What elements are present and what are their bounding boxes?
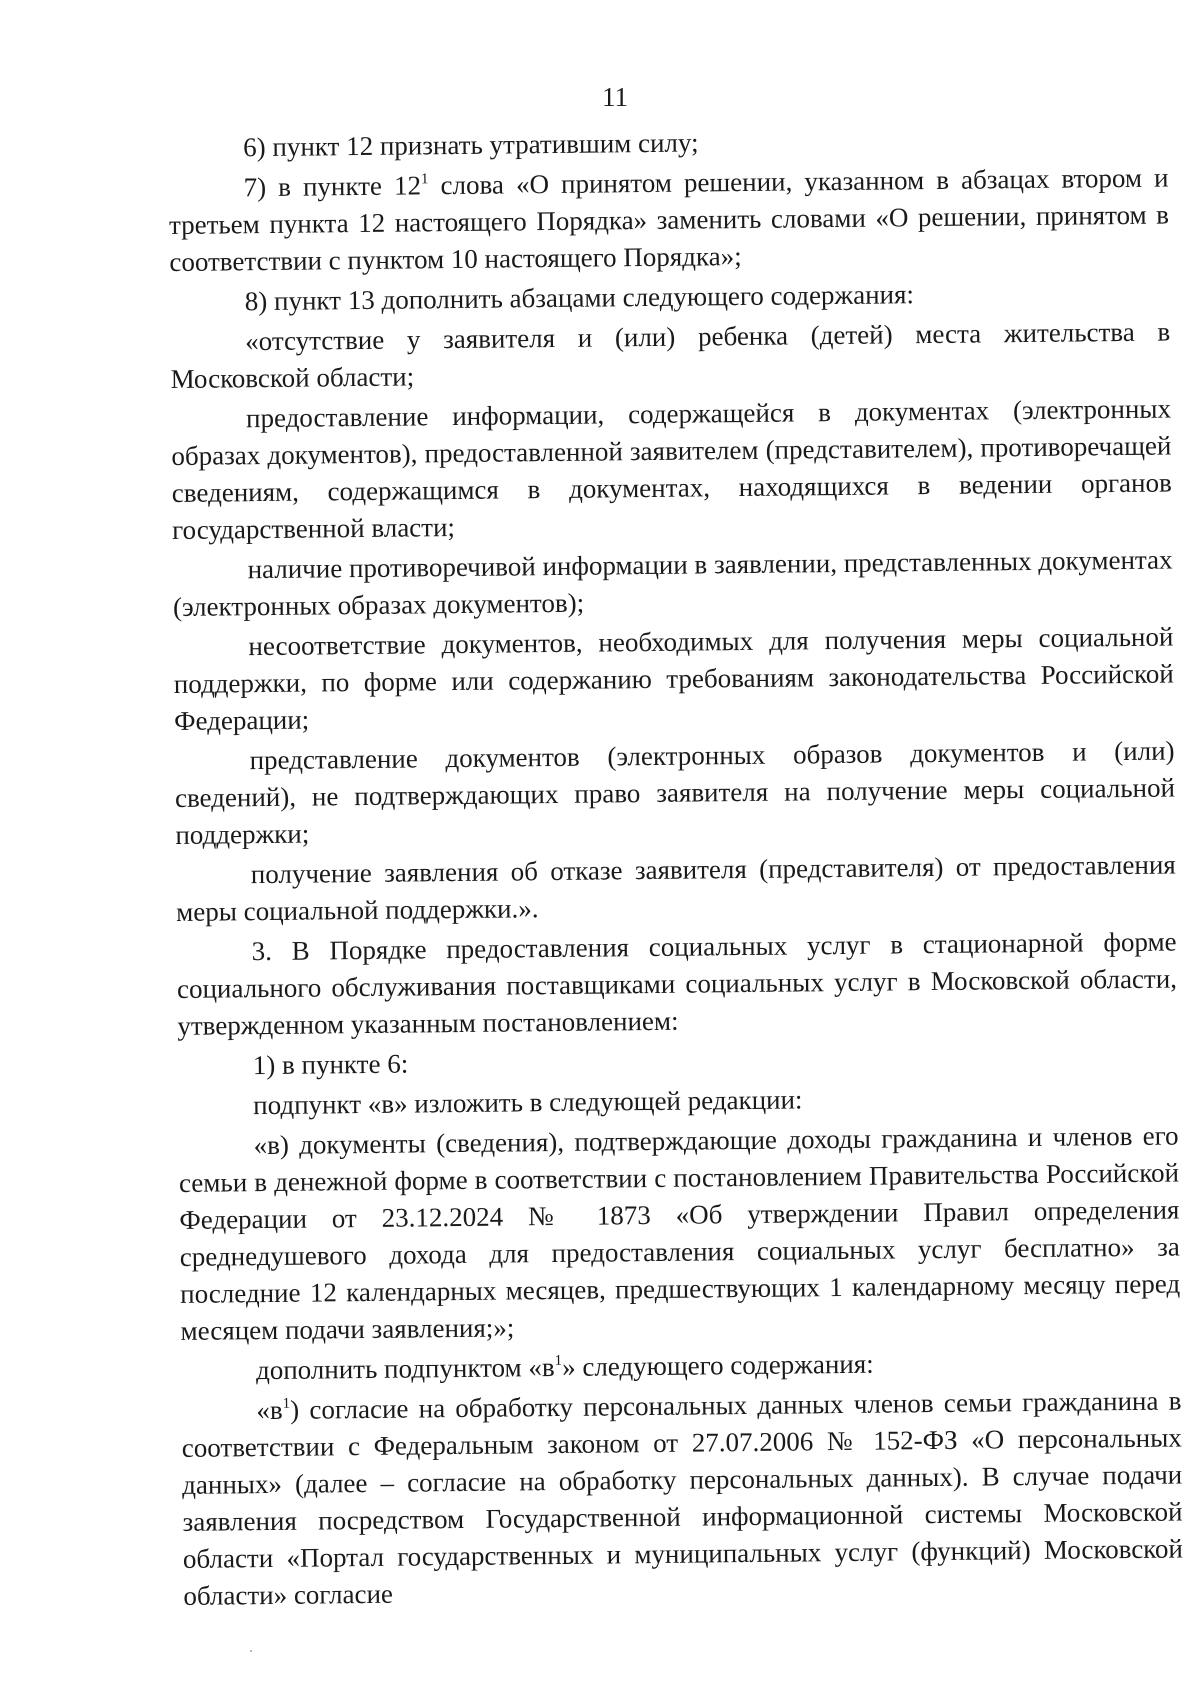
paragraph-item-6: 6) пункт 12 признать утратившим силу; [243,127,699,163]
paragraph-residence: «отсутствие у заявителя и (или) ребенка (детей) места жительства в Московской области; [170,316,1171,394]
page-number: 11 [602,82,628,112]
paragraph-subpoint-v: подпункт «в» изложить в следующей редакции: [253,1084,803,1121]
text-run: слова «О принятом решении, указанном в абзацах втором и третьем пункта 12 настоящего Порядка» заменить словами «О решении, принятом в соответствии с пунктом 10 настоящего Порядка»; [168,162,1170,277]
superscript: 1 [420,171,429,188]
paragraph-consent [181,1382,1183,1614]
text-run: » следующего содержания: [561,1348,874,1382]
superscript: 1 [282,1395,291,1412]
paragraph-documents-not-confirming: представление документов (электронных образов документов и (или) сведений), не подтверждающих право заявителя на получение меры социальной поддержки; [174,735,1176,850]
text-run: ) согласие на обработку персональных данных членов семьи гражданина в соответствии с Федеральным законом от 27.07.2006 № 152-ФЗ «О персональных данных» (далее – согласие на обработку персональных данных). В случае подачи заявления посредством Государственной информационной системы Московской области «Портал государственных и муниципальных услуг (функций) Московской области» согласие [181,1385,1184,1611]
paragraph-section-3: 3. В Порядке предоставления социальных услуг в стационарной форме социального обслуживания поставщиками социальных услуг в Московской области, утвержденном указанным постановлением: [176,926,1178,1041]
document-body [168,120,1184,1618]
text-run: 7) в пункте 12 [243,170,422,203]
paragraph-contradicting-info: предоставление информации, содержащейся в документах (электронных образах документов), предоставленной заявителем (представителем), противоречащей сведениям, содержащимся в документах, находящихся в ведении органов государственной власти; [171,393,1172,545]
superscript: 1 [554,1352,563,1370]
paragraph-item-8: 8) пункт 13 дополнить абзацами следующего содержания: [244,279,915,317]
scan-speck [250,1650,252,1652]
paragraph-subpoint-v-text: «в) документы (сведения), подтверждающие доходы гражданина и членов его семьи в денежной форме в соответствии с постановлением Правительства Российской Федерации от 23.12.2024 № 1873 «Об утверждении Правил определения среднедушевого дохода для предоставления социальных услуг бесплатно» за последние 12 календарных месяцев, предшествующих 1 календарному месяцу перед месяцем подачи заявления;»; [178,1120,1181,1346]
paragraph-item-7 [168,160,1169,281]
paragraph-add-subpoint [181,1342,1181,1389]
paragraph-nonconformity: несоответствие документов, необходимых для получения меры социальной поддержки, по форме или содержанию требованиям законодательства Российской Федерации; [173,621,1174,736]
paragraph-point-6: 1) в пункте 6: [252,1048,409,1081]
paragraph-refusal: получение заявления об отказе заявителя (представителя) от предоставления меры социальной поддержки.». [176,849,1176,927]
paragraph-contradictory-application: наличие противоречивой информации в заявлении, представленных документах (электронных образах документов); [172,544,1173,622]
text-run: «в [256,1394,283,1426]
text-run: дополнить подпунктом «в [255,1352,555,1386]
